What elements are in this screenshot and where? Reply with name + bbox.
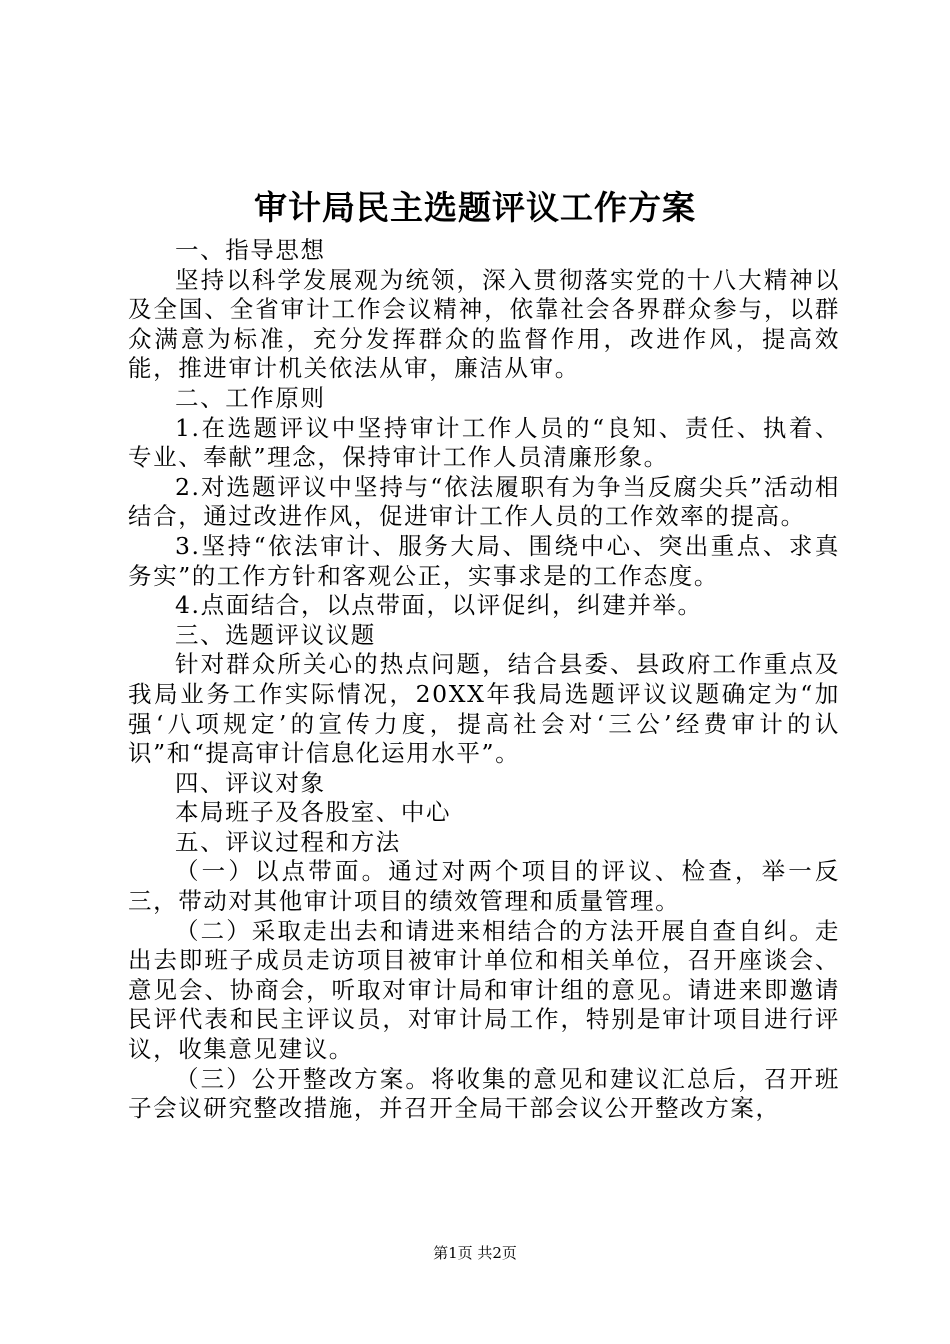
paragraph: （一）以点带面。通过对两个项目的评议、检查，举一反三，带动对其他审计项目的绩效管理和质量管理。 xyxy=(128,857,840,916)
section-heading: 五、评议过程和方法 xyxy=(175,827,401,856)
paragraph: （三）公开整改方案。将收集的意见和建议汇总后，召开班子会议研究整改措施，并召开全局干部会议公开整改方案， xyxy=(128,1064,840,1123)
paragraph: 4.点面结合，以点带面，以评促纠，纠建并举。 xyxy=(175,591,703,620)
section-heading: 一、指导思想 xyxy=(175,236,326,264)
document-body xyxy=(128,236,840,1124)
paragraph: 本局班子及各股室、中心 xyxy=(175,798,452,827)
page-footer: 第1页 共2页 xyxy=(433,1244,517,1262)
section-heading: 三、选题评议议题 xyxy=(175,620,376,649)
paragraph: 针对群众所关心的热点问题，结合县委、县政府工作重点及我局业务工作实际情况，20XX年我局选题评议议题确定为“加强‘八项规定’的宣传力度，提高社会对‘三公’经费审计的认识”和“提高审计信息化运用水平”。 xyxy=(128,650,840,768)
document-title: 审计局民主选题评议工作方案 xyxy=(254,188,696,227)
paragraph: 1.在选题评议中坚持审计工作人员的“良知、责任、执着、专业、奉献”理念，保持审计工作人员清廉形象。 xyxy=(128,413,840,472)
paragraph: 3.坚持“依法审计、服务大局、围绕中心、突出重点、求真务实”的工作方针和客观公正，实事求是的工作态度。 xyxy=(128,531,840,590)
section-heading: 二、工作原则 xyxy=(175,383,326,412)
section-heading: 四、评议对象 xyxy=(175,768,326,797)
paragraph: 坚持以科学发展观为统领，深入贯彻落实党的十八大精神以及全国、全省审计工作会议精神，依靠社会各界群众参与，以群众满意为标准，充分发挥群众的监督作用，改进作风，提高效能，推进审计机关依法从审，廉洁从审。 xyxy=(128,265,840,383)
paragraph: 2.对选题评议中坚持与“依法履职有为争当反腐尖兵”活动相结合，通过改进作风，促进审计工作人员的工作效率的提高。 xyxy=(128,472,840,531)
paragraph: （二）采取走出去和请进来相结合的方法开展自查自纠。走出去即班子成员走访项目被审计单位和相关单位，召开座谈会、意见会、协商会，听取对审计局和审计组的意见。请进来即邀请民评代表和民主评议员，对审计局工作，特别是审计项目进行评议，收集意见建议。 xyxy=(128,916,840,1064)
